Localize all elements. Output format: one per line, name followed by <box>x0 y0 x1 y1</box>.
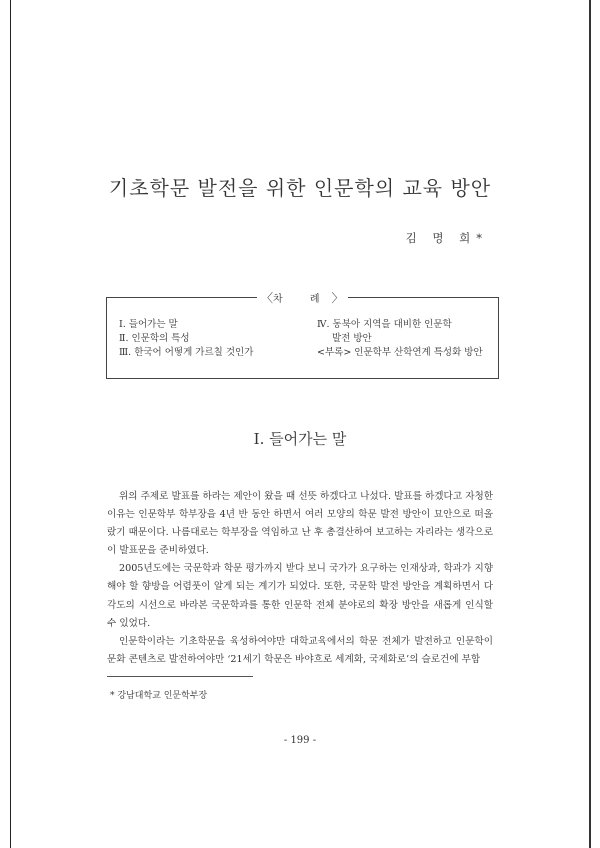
toc-bracket-right: 〉 <box>331 291 344 305</box>
toc-item: <부록> 인문학부 산학연계 특성화 방안 <box>317 347 483 358</box>
page-edge-right <box>589 0 591 848</box>
author-name: 김 명 희* <box>405 231 488 245</box>
paper-title: 기초학문 발전을 위한 인문학의 교육 방안 <box>108 176 492 200</box>
paragraph: 위의 주제로 발표를 하라는 제안이 왔을 때 선뜻 하겠다고 나섰다. 발표를 하겠다고 자청한 이유는 인문학부 학부장을 4년 반 동안 하면서 여러 모양의 학문 발전 방안이 묘안으로 떠올랐기 때문이다. 나름대로는 학부장을 역임하고 난 후 총결산하여 보고하는 자리라는 생각으로 이 발표문을 준비하였다. <box>107 491 493 557</box>
toc-left-column <box>119 318 253 360</box>
page-edge-left <box>10 0 11 848</box>
toc-right-column <box>317 318 483 360</box>
toc-bracket-left: 〈 <box>261 291 274 305</box>
toc-item: Ⅰ. 들어가는 말 <box>119 319 178 330</box>
table-of-contents <box>106 291 499 379</box>
paragraph: 인문학이라는 기초학문을 육성하여야만 대학교육에서의 학문 전체가 발전하고 인문학이 문화 콘텐츠로 발전하여야만 ‘21세기 학문은 바야흐로 세계화, 국제화로’의 슬로건에 부합 <box>107 635 493 665</box>
toc-item: 발전 방안 <box>332 333 372 344</box>
body-text <box>107 488 493 669</box>
toc-header <box>257 289 348 306</box>
paragraph: 2005년도에는 국문학과 학문 평가까지 받다 보니 국가가 요구하는 인재상과, 학과가 지향해야 할 향방을 어렴풋이 알게 되는 계기가 되었다. 또한, 국문학 발전 방안을 계획하면서 다각도의 시선으로 바라본 국문학과를 통한 인문학 전체 분야로의 확장 방안을 새롭게 인식할 수 있었다. <box>107 563 493 629</box>
toc-item: Ⅱ. 인문학의 특성 <box>119 333 190 344</box>
toc-item: Ⅳ. 동북아 지역을 대비한 인문학 <box>317 319 452 330</box>
page-number: - 199 - <box>283 735 317 746</box>
section-heading: Ⅰ. 들어가는 말 <box>253 430 347 448</box>
footnote-divider <box>107 676 253 677</box>
footnote: * 강남대학교 인문학부장 <box>110 691 208 701</box>
toc-header-label: 차 례 <box>273 294 332 305</box>
toc-item: Ⅲ. 한국어 어떻게 가르칠 것인가 <box>119 347 254 358</box>
